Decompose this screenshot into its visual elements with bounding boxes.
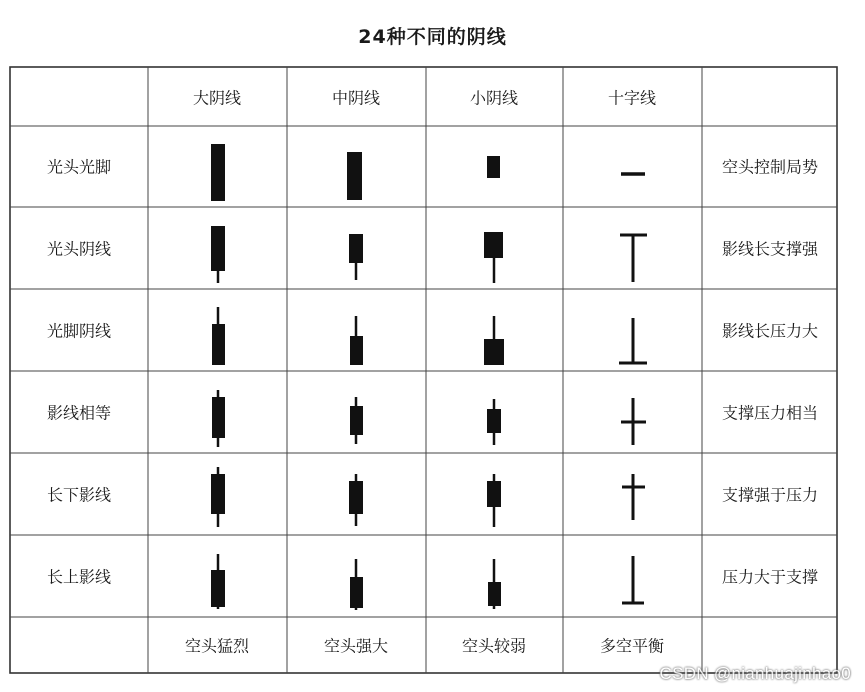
footer-label: 空头强大 bbox=[323, 636, 389, 656]
row-note: 影线长压力大 bbox=[721, 321, 819, 341]
candle-body bbox=[488, 582, 501, 606]
row-note: 支撑压力相当 bbox=[721, 403, 819, 423]
candle-body bbox=[350, 336, 363, 365]
row-label: 光脚阴线 bbox=[46, 321, 112, 341]
row-note: 支撑强于压力 bbox=[721, 485, 819, 505]
column-header-big-bearish: 大阴线 bbox=[192, 88, 242, 108]
candle-body bbox=[350, 577, 363, 608]
column-header-doji: 十字线 bbox=[607, 88, 657, 108]
candle-body bbox=[211, 226, 225, 271]
candle-body bbox=[484, 339, 504, 365]
candle-body bbox=[349, 234, 363, 263]
candle-body bbox=[347, 152, 362, 200]
candle-body bbox=[484, 232, 503, 258]
candle-body bbox=[487, 409, 501, 433]
page-title: 24种不同的阴线 bbox=[358, 26, 507, 48]
candle-body bbox=[350, 406, 363, 435]
candle-body bbox=[487, 156, 500, 178]
footer-label: 空头猛烈 bbox=[184, 636, 250, 656]
candle-body bbox=[212, 324, 225, 365]
candle-body bbox=[211, 570, 225, 607]
row-note: 空头控制局势 bbox=[721, 157, 819, 177]
candle-body bbox=[211, 144, 225, 201]
row-note: 压力大于支撑 bbox=[721, 567, 819, 587]
footer-label: 多空平衡 bbox=[599, 636, 665, 656]
row-label: 光头阴线 bbox=[46, 239, 112, 259]
row-label: 影线相等 bbox=[46, 403, 112, 423]
footer-label: 空头较弱 bbox=[461, 636, 527, 656]
column-header-small-bearish: 小阴线 bbox=[469, 88, 519, 108]
table-border bbox=[10, 67, 837, 673]
candle-body bbox=[212, 397, 225, 438]
row-label: 长上影线 bbox=[46, 567, 112, 587]
column-header-medium-bearish: 中阴线 bbox=[331, 88, 381, 108]
candle-body bbox=[349, 481, 363, 514]
candle-body bbox=[487, 481, 501, 507]
watermark: CSDN @nianhuajinhao0 bbox=[659, 664, 851, 683]
row-label: 长下影线 bbox=[46, 485, 112, 505]
row-note: 影线长支撑强 bbox=[721, 239, 819, 259]
row-label: 光头光脚 bbox=[46, 157, 112, 177]
candle-body bbox=[211, 474, 225, 514]
